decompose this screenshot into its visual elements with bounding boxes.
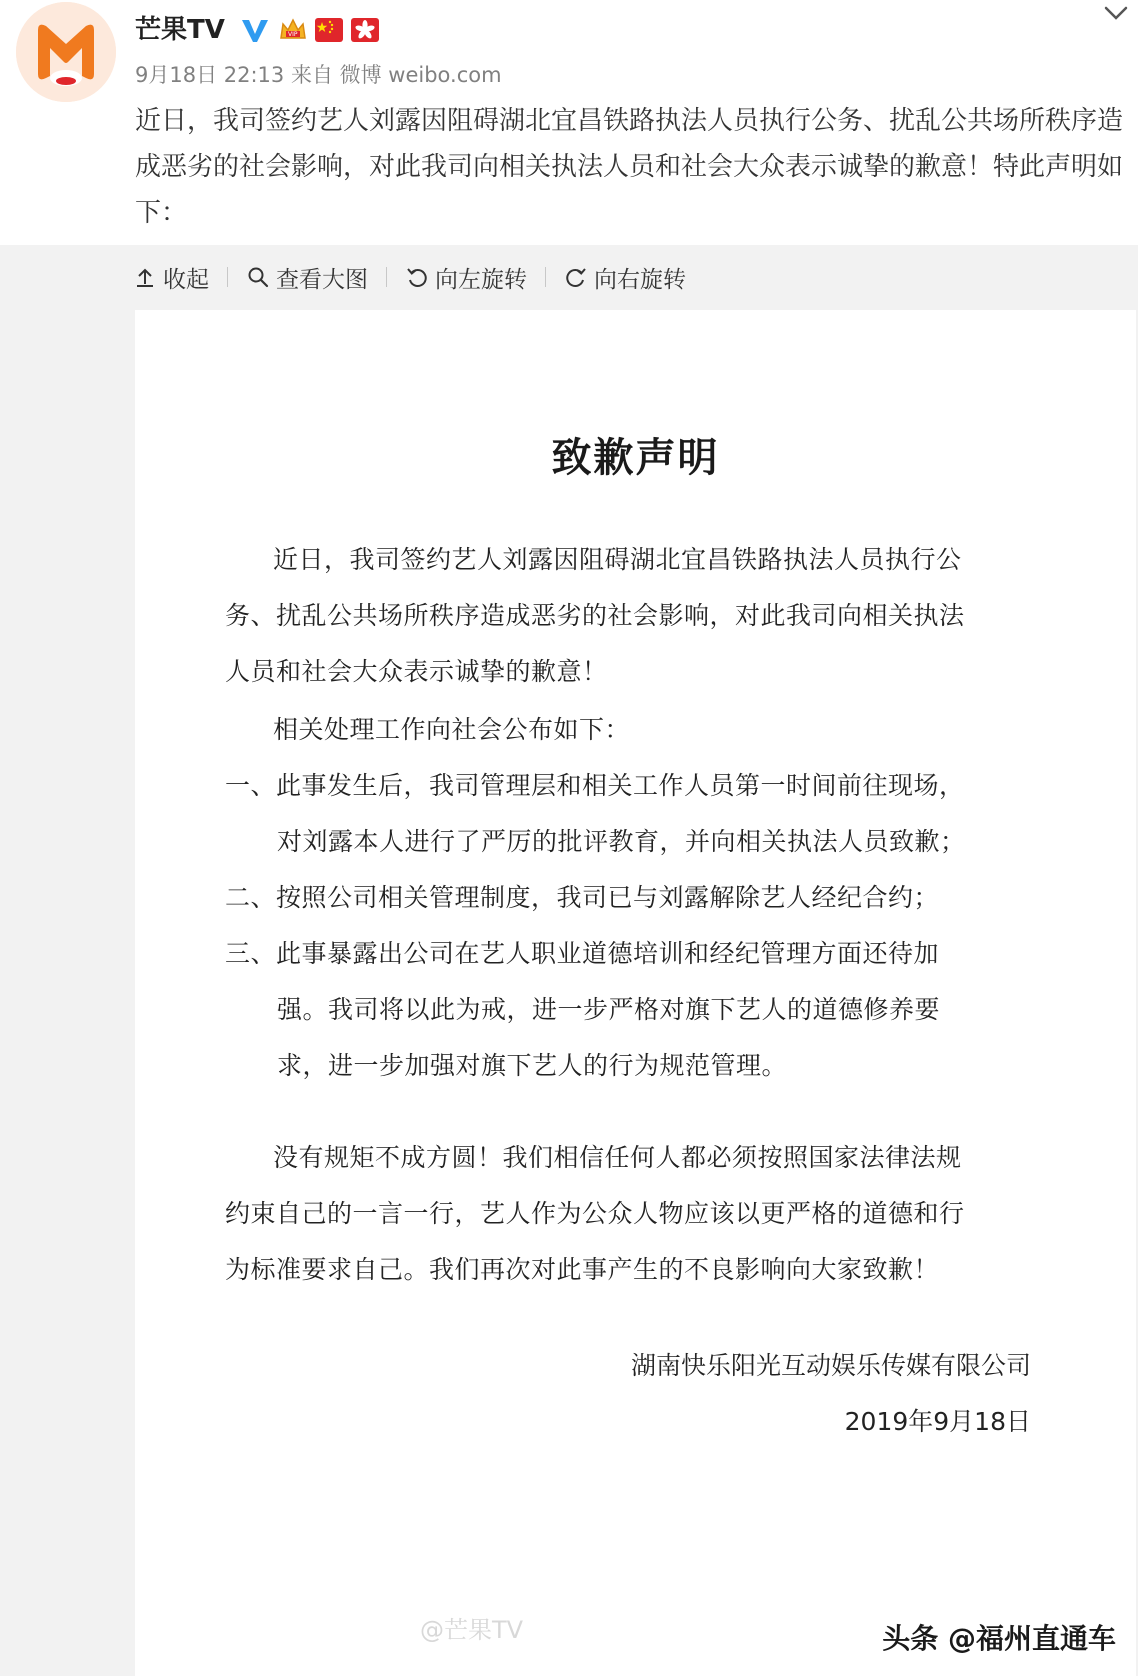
rotate-right-button[interactable] (564, 261, 686, 294)
statement-line: 近日，我司签约艺人刘露因阻碍湖北宜昌铁路执法人员执行公 (273, 545, 962, 574)
collapse-up-arrow-icon (133, 265, 157, 289)
post-timestamp-source[interactable]: 9月18日 22:13 来自 微博 weibo.com (135, 63, 502, 87)
statement-line: 对刘露本人进行了严厉的批评教育，并向相关执法人员致歉； (277, 827, 966, 856)
statement-line: 强。我司将以此为戒，进一步严格对旗下艺人的道德修养要 (277, 995, 941, 1024)
statement-line: 约束自己的一言一行，艺人作为公众人物应该以更严格的道德和行 (225, 1199, 965, 1228)
author-badges (238, 12, 380, 48)
weibo-post-header (0, 0, 1138, 245)
china-flag-icon (314, 16, 344, 44)
mango-tv-logo-icon (16, 2, 116, 102)
weibo-watermark: @芒果TV (420, 1616, 524, 1644)
rotate-left-icon (405, 265, 429, 289)
collapse-label: 收起 (163, 266, 209, 293)
statement-line: 一、此事发生后，我司管理层和相关工作人员第一时间前往现场， (225, 771, 965, 800)
chevron-down-icon[interactable] (1098, 2, 1134, 26)
statement-line: 三、此事暴露出公司在艺人职业道德培训和经纪管理方面还待加 (225, 939, 940, 968)
apology-statement-image[interactable] (135, 310, 1136, 1676)
statement-line: 求，进一步加强对旗下艺人的行为规范管理。 (277, 1051, 788, 1080)
rotate-left-label: 向左旋转 (435, 266, 527, 293)
statement-line: 没有规矩不成方圆！我们相信任何人都必须按照国家法律法规 (273, 1143, 962, 1172)
mango-tv-avatar[interactable] (16, 2, 116, 102)
view-large-label: 查看大图 (276, 266, 368, 293)
svg-text:VIP: VIP (288, 31, 298, 38)
hong-kong-flag-icon (350, 16, 380, 44)
post-text: 近日，我司签约艺人刘露因阻碍湖北宜昌铁路执法人员执行公务、扰乱公共场所秩序造成恶劣的社会影响，对此我司向相关执法人员和社会大众表示诚挚的歉意！特此声明如下： (135, 106, 1124, 228)
signature-company: 湖南快乐阳光互动娱乐传媒有限公司 (630, 1351, 1031, 1380)
statement-line: 相关处理工作向社会公布如下： (273, 715, 631, 744)
vip-crown-icon[interactable] (278, 16, 308, 44)
toolbar-divider (227, 267, 228, 287)
toolbar-divider (545, 267, 546, 287)
statement-line: 二、按照公司相关管理制度，我司已与刘露解除艺人经纪合约； (225, 883, 940, 912)
statement-line: 务、扰乱公共场所秩序造成恶劣的社会影响，对此我司向相关执法 (225, 601, 965, 630)
toolbar-divider (386, 267, 387, 287)
signature-date: 2019年9月18日 (844, 1407, 1031, 1436)
statement-line: 人员和社会大众表示诚挚的歉意！ (225, 657, 608, 686)
author-name[interactable]: 芒果TV (135, 15, 225, 45)
search-icon (246, 265, 270, 289)
rotate-right-label: 向右旋转 (594, 266, 686, 293)
toutiao-watermark: 头条 @福州直通车 (882, 1622, 1116, 1655)
image-toolbar (133, 245, 686, 309)
rotate-right-icon (564, 265, 588, 289)
rotate-left-button[interactable] (405, 261, 527, 294)
collapse-button[interactable] (133, 261, 209, 294)
verified-v-icon[interactable] (238, 13, 272, 47)
view-large-image-button[interactable] (246, 261, 368, 294)
statement-line: 为标准要求自己。我们再次对此事产生的不良影响向大家致歉！ (225, 1255, 940, 1284)
statement-title: 致歉声明 (551, 435, 720, 481)
